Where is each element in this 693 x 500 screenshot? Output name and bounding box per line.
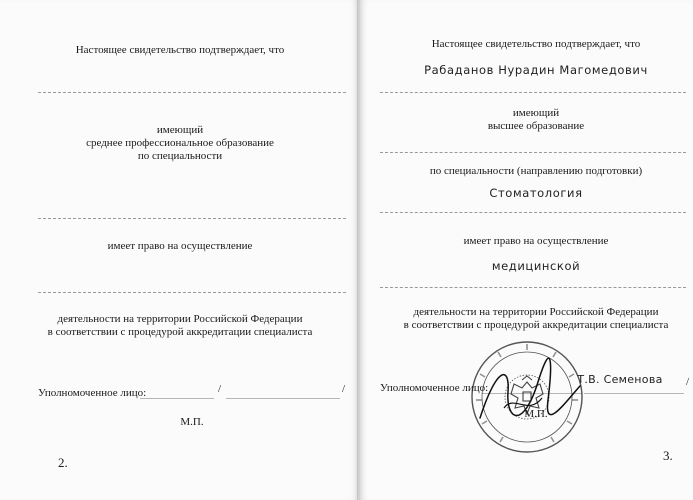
left-activity-line2: в соответствии с процедурой аккредитации специалиста [47, 326, 313, 338]
right-rule-education [380, 152, 686, 153]
holder-name: Рабаданов Нурадин Магомедович [424, 63, 648, 77]
right-right-text: имеет право на осуществление [463, 235, 609, 247]
left-specialty-text: по специальности [137, 150, 223, 162]
left-name-line [226, 398, 340, 399]
right-slash: / [686, 376, 690, 388]
signature-stroke-icon [480, 358, 580, 418]
right-seal-place: М.П. [524, 408, 548, 420]
right-activity-line1: деятельности на территории Российской Федерации [413, 306, 659, 318]
right-education-text: высшее образование [487, 120, 585, 132]
left-rule-name [38, 92, 346, 93]
right-activity-line2: в соответствии с процедурой аккредитации специалиста [403, 319, 669, 331]
right-specialty-text: по специальности (направлению подготовки) [429, 165, 643, 177]
left-authorized-label: Уполномоченное лицо: [38, 387, 147, 399]
right-rule-specialty [380, 212, 686, 213]
signer-name: Т.В. Семенова [577, 373, 663, 386]
left-having-text: имеющий [156, 124, 204, 136]
right-rule-activity [380, 287, 686, 288]
left-rule-activity [38, 292, 346, 293]
activity-value: медицинской [491, 259, 581, 273]
specialty-value: Стоматология [489, 186, 583, 200]
right-having-text: имеющий [512, 107, 560, 119]
right-authorized-label: Уполномоченное лицо: [380, 382, 489, 394]
left-signature-line [140, 398, 214, 399]
right-certify-text: Настоящее свидетельство подтверждает, что [431, 38, 641, 50]
left-education-text: среднее профессиональное образование [86, 137, 274, 149]
left-page-number: 2. [58, 455, 68, 470]
right-rule-name [380, 92, 686, 93]
left-seal-place: М.П. [180, 416, 204, 428]
official-seal-stamp [468, 338, 586, 456]
left-slash-2: / [342, 383, 346, 395]
left-slash-1: / [218, 383, 222, 395]
left-right-text: имеет право на осуществление [107, 240, 253, 252]
right-name-line [584, 393, 684, 394]
right-page-number: 3. [663, 448, 673, 463]
left-activity-line1: деятельности на территории Российской Федерации [57, 313, 303, 325]
left-rule-specialty [38, 218, 346, 219]
left-certify-text: Настоящее свидетельство подтверждает, что [75, 44, 285, 56]
